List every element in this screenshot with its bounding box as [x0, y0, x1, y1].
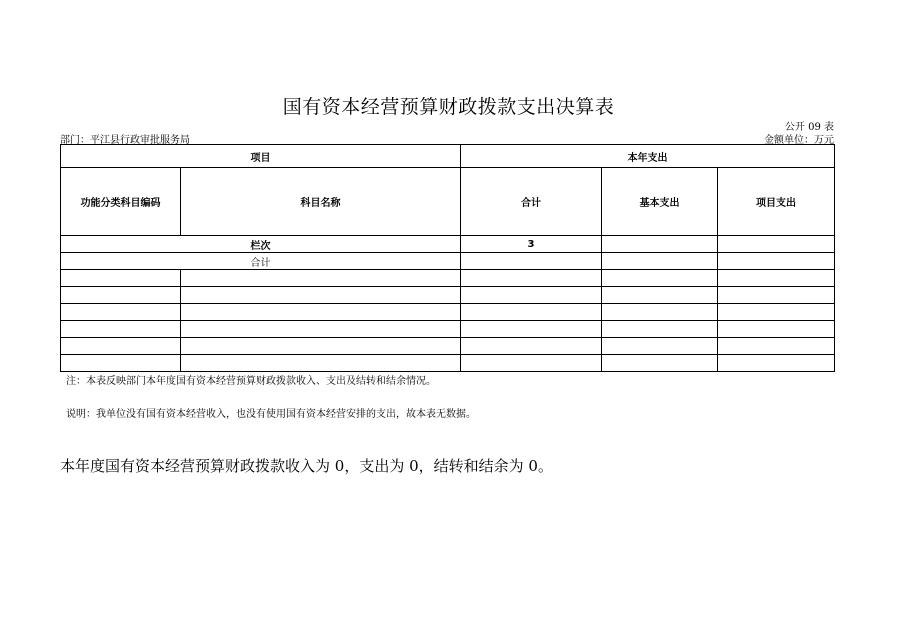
table-row [61, 321, 835, 338]
cell-basic [602, 304, 718, 321]
explanation-text: 说明：我单位没有国有资本经营收入，也没有使用国有资本经营安排的支出，故本表无数据。 [66, 409, 476, 420]
row-total-label: 合计 [61, 253, 461, 270]
cell-name [181, 338, 461, 355]
col-code-header: 功能分类科目编码 [61, 168, 181, 236]
lanci-project [718, 236, 835, 253]
cell-code [61, 321, 181, 338]
cell-project [718, 304, 835, 321]
table-row [61, 270, 835, 287]
col-total-header: 合计 [461, 168, 602, 236]
header-current-year: 本年支出 [461, 145, 835, 168]
col-project-header: 项目支出 [718, 168, 835, 236]
cell-project [718, 355, 835, 372]
col-name-header: 科目名称 [181, 168, 461, 236]
department-label: 部门：平江县行政审批服务局 [60, 135, 190, 146]
cell-name [181, 287, 461, 304]
summary-text: 本年度国有资本经营预算财政拨款收入为 0，支出为 0，结转和结余为 0。 [60, 457, 553, 475]
cell-name [181, 355, 461, 372]
cell-code [61, 304, 181, 321]
cell-basic [602, 355, 718, 372]
col-basic-header: 基本支出 [602, 168, 718, 236]
cell-name [181, 304, 461, 321]
lanci-total: 3 [461, 236, 602, 253]
form-number: 公开 09 表 [784, 122, 834, 133]
cell-code [61, 287, 181, 304]
cell-total [461, 355, 602, 372]
cell-total [461, 270, 602, 287]
cell-basic [602, 338, 718, 355]
total-project [718, 253, 835, 270]
table-row [61, 355, 835, 372]
cell-basic [602, 287, 718, 304]
row-lanci-label: 栏次 [61, 236, 461, 253]
cell-project [718, 287, 835, 304]
cell-name [181, 270, 461, 287]
cell-project [718, 321, 835, 338]
cell-project [718, 338, 835, 355]
cell-basic [602, 321, 718, 338]
table-row [61, 338, 835, 355]
cell-total [461, 304, 602, 321]
cell-total [461, 321, 602, 338]
amount-unit-label: 金额单位：万元 [764, 135, 834, 146]
cell-code [61, 355, 181, 372]
cell-basic [602, 270, 718, 287]
total-basic [602, 253, 718, 270]
table-note: 注：本表反映部门本年度国有资本经营预算财政拨款收入、支出及结转和结余情况。 [66, 376, 436, 387]
expenditure-table [60, 144, 835, 372]
cell-name [181, 321, 461, 338]
lanci-basic [602, 236, 718, 253]
cell-total [461, 287, 602, 304]
page-title: 国有资本经营预算财政拨款支出决算表 [282, 96, 615, 118]
table-row [61, 287, 835, 304]
cell-code [61, 270, 181, 287]
cell-total [461, 338, 602, 355]
total-total [461, 253, 602, 270]
header-project: 项目 [61, 145, 461, 168]
cell-code [61, 338, 181, 355]
table-row [61, 304, 835, 321]
cell-project [718, 270, 835, 287]
